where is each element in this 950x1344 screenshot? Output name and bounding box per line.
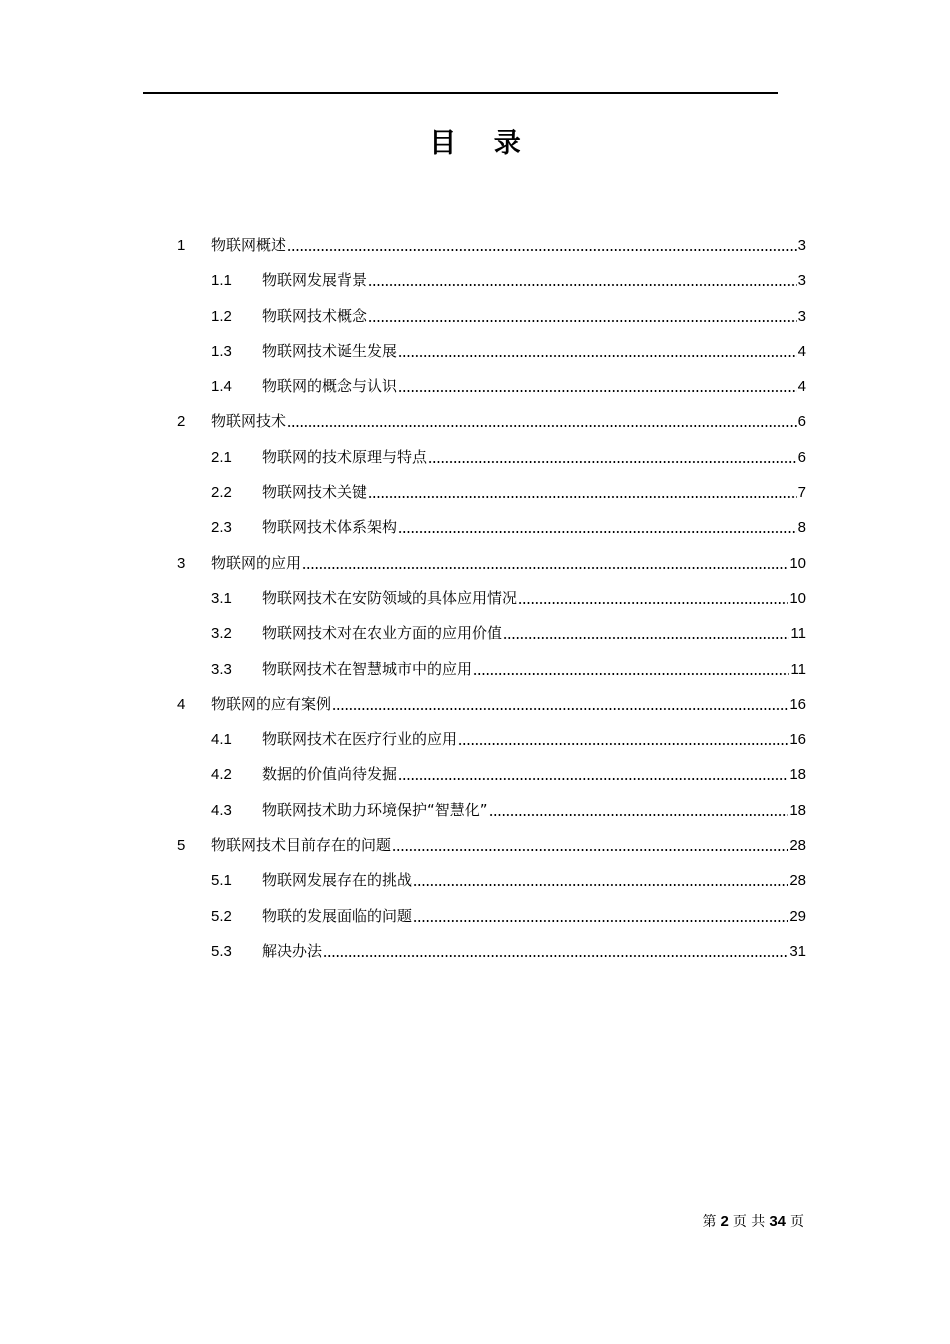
toc-entry-body xyxy=(262,369,806,404)
toc-entry[interactable] xyxy=(0,652,950,687)
toc-entry-page: 31 xyxy=(789,942,806,960)
footer-suffix: 页 xyxy=(790,1214,804,1230)
toc-entry-body xyxy=(262,863,806,898)
footer-prefix: 第 xyxy=(702,1214,717,1230)
toc-entry[interactable] xyxy=(0,546,950,581)
toc-entry-body xyxy=(262,652,806,687)
toc-entry-body xyxy=(262,757,806,792)
toc-dot-leader xyxy=(302,567,788,569)
toc-entry-body xyxy=(262,934,806,969)
toc-entry-page: 10 xyxy=(789,589,806,607)
toc-entry-title[interactable]: 解决办法 xyxy=(262,941,323,960)
toc-entry-title[interactable]: 物联网技术关键 xyxy=(262,483,368,502)
toc-entry-body xyxy=(211,546,806,581)
toc-dot-leader xyxy=(398,778,788,780)
toc-entry-title[interactable]: 物联网的应有案例 xyxy=(211,694,332,713)
toc-entry-page: 6 xyxy=(797,448,806,466)
toc-entry-body xyxy=(211,228,806,263)
page-footer xyxy=(701,1211,806,1233)
toc-entry[interactable] xyxy=(0,475,950,510)
footer-middle: 页 共 xyxy=(732,1214,766,1230)
toc-entry-page: 11 xyxy=(790,660,806,678)
toc-entry-page: 3 xyxy=(797,307,806,325)
toc-entry-title[interactable]: 物联网的应用 xyxy=(211,553,302,572)
toc-entry-body xyxy=(262,899,806,934)
toc-entry-page: 8 xyxy=(797,519,806,537)
toc-entry-body xyxy=(211,687,806,722)
toc-dot-leader xyxy=(473,673,789,675)
toc-entry-body xyxy=(262,263,806,298)
toc-entry-page: 3 xyxy=(797,272,806,290)
toc-entry[interactable] xyxy=(0,263,950,298)
toc-entry-number: 4.3 xyxy=(211,801,232,819)
toc-entry-number: 5 xyxy=(177,837,186,855)
toc-entry-page: 16 xyxy=(789,695,806,713)
toc-entry-page: 16 xyxy=(789,731,806,749)
toc-entry-title[interactable]: 物联网技术体系架构 xyxy=(262,518,398,537)
toc-entry-title[interactable]: 物联网技术目前存在的问题 xyxy=(211,836,392,855)
toc-dot-leader xyxy=(413,920,788,922)
toc-entry-page: 18 xyxy=(789,801,806,819)
toc-entry-page: 3 xyxy=(797,237,806,254)
toc-entry-number: 1.3 xyxy=(211,342,232,360)
toc-entry-number: 2.2 xyxy=(211,484,232,502)
toc-entry-number: 3.2 xyxy=(211,625,232,643)
toc-entry-number: 4.2 xyxy=(211,766,232,784)
table-of-contents xyxy=(0,228,950,969)
toc-entry[interactable] xyxy=(0,440,950,475)
toc-entry-body xyxy=(211,828,806,863)
toc-entry-number: 1.1 xyxy=(211,272,232,290)
toc-entry-title[interactable]: 物联网发展存在的挑战 xyxy=(262,871,413,890)
toc-entry-number: 2.1 xyxy=(211,448,232,466)
toc-entry-number: 1.2 xyxy=(211,307,232,325)
toc-entry-title[interactable]: 物联网概述 xyxy=(211,236,287,254)
toc-entry[interactable] xyxy=(0,299,950,334)
toc-entry-body xyxy=(262,581,806,616)
toc-entry[interactable] xyxy=(0,722,950,757)
toc-dot-leader xyxy=(398,355,797,357)
toc-entry-body xyxy=(262,793,806,828)
toc-entry-number: 1.4 xyxy=(211,378,232,396)
toc-entry-title[interactable]: 物联网技术在智慧城市中的应用 xyxy=(262,659,473,678)
toc-entry-page: 28 xyxy=(789,837,806,855)
toc-entry-title[interactable]: 物联网技术 xyxy=(211,412,287,431)
toc-entry-title[interactable]: 物联网技术助力环境保护“智慧化” xyxy=(262,800,488,819)
toc-entry[interactable] xyxy=(0,334,950,369)
toc-entry-body xyxy=(262,510,806,545)
toc-entry-page: 10 xyxy=(789,554,806,572)
toc-entry-page: 4 xyxy=(797,342,806,360)
toc-dot-leader xyxy=(489,814,789,816)
toc-entry-body xyxy=(211,404,806,439)
footer-total-pages: 34 xyxy=(769,1213,786,1230)
toc-dot-leader xyxy=(368,320,797,322)
toc-entry-title[interactable]: 物联网技术在医疗行业的应用 xyxy=(262,730,458,749)
toc-dot-leader xyxy=(287,425,797,427)
toc-dot-leader xyxy=(413,884,788,886)
toc-entry-number: 4.1 xyxy=(211,731,232,749)
toc-entry-title[interactable]: 物联网技术在安防领域的具体应用情况 xyxy=(262,588,518,607)
toc-entry-page: 7 xyxy=(797,484,806,502)
toc-dot-leader xyxy=(398,390,797,392)
toc-entry-number: 1 xyxy=(177,237,186,254)
toc-entry[interactable] xyxy=(0,828,950,863)
toc-entry-number: 2 xyxy=(177,413,186,431)
header-rule xyxy=(143,92,778,94)
toc-entry[interactable] xyxy=(0,793,950,828)
toc-dot-leader xyxy=(323,955,788,957)
toc-dot-leader xyxy=(287,249,797,251)
toc-entry-body xyxy=(262,722,806,757)
toc-title: 目 录 xyxy=(429,128,535,159)
toc-dot-leader xyxy=(518,602,788,604)
toc-entry-title[interactable]: 物联网发展背景 xyxy=(262,271,368,290)
toc-entry[interactable] xyxy=(0,404,950,439)
toc-entry[interactable] xyxy=(0,687,950,722)
toc-entry-page: 11 xyxy=(790,625,806,643)
toc-entry[interactable] xyxy=(0,757,950,792)
toc-entry[interactable] xyxy=(0,510,950,545)
toc-dot-leader xyxy=(368,284,797,286)
toc-entry-number: 3 xyxy=(177,554,186,572)
toc-entry-body xyxy=(262,299,806,334)
toc-entry-number: 3.1 xyxy=(211,589,232,607)
toc-entry-body xyxy=(262,475,806,510)
toc-entry[interactable] xyxy=(0,899,950,934)
toc-entry-title[interactable]: 物联网技术对在农业方面的应用价值 xyxy=(262,624,503,643)
toc-dot-leader xyxy=(368,496,797,498)
toc-entry-title[interactable]: 物联的发展面临的问题 xyxy=(262,906,413,925)
toc-entry[interactable] xyxy=(0,369,950,404)
toc-entry[interactable] xyxy=(0,616,950,651)
toc-entry-number: 5.2 xyxy=(211,907,232,925)
toc-dot-leader xyxy=(428,461,797,463)
toc-entry-title[interactable]: 物联网技术概念 xyxy=(262,306,368,325)
toc-entry-title[interactable]: 物联网的技术原理与特点 xyxy=(262,447,428,466)
toc-entry-page: 29 xyxy=(789,907,806,925)
toc-dot-leader xyxy=(392,849,788,851)
toc-entry[interactable] xyxy=(0,863,950,898)
toc-entry-title[interactable]: 物联网技术诞生发展 xyxy=(262,341,398,360)
toc-entry-title[interactable]: 数据的价值尚待发掘 xyxy=(262,765,398,784)
toc-dot-leader xyxy=(458,743,788,745)
toc-entry-title[interactable]: 物联网的概念与认识 xyxy=(262,377,398,396)
toc-entry-body xyxy=(262,616,806,651)
toc-dot-leader xyxy=(398,531,797,533)
toc-entry-number: 5.3 xyxy=(211,942,232,960)
footer-current-page: 2 xyxy=(720,1213,729,1230)
toc-entry-body xyxy=(262,334,806,369)
toc-entry-number: 2.3 xyxy=(211,519,232,537)
toc-entry[interactable] xyxy=(0,228,950,263)
toc-entry-number: 4 xyxy=(177,695,186,713)
toc-entry-page: 18 xyxy=(789,766,806,784)
toc-entry-number: 3.3 xyxy=(211,660,232,678)
toc-entry-page: 28 xyxy=(789,872,806,890)
toc-dot-leader xyxy=(332,708,788,710)
toc-entry[interactable] xyxy=(0,934,950,969)
toc-entry-body xyxy=(262,440,806,475)
toc-entry-number: 5.1 xyxy=(211,872,232,890)
toc-entry-page: 4 xyxy=(797,378,806,396)
toc-entry[interactable] xyxy=(0,581,950,616)
toc-entry-page: 6 xyxy=(797,413,806,431)
toc-dot-leader xyxy=(503,637,789,639)
